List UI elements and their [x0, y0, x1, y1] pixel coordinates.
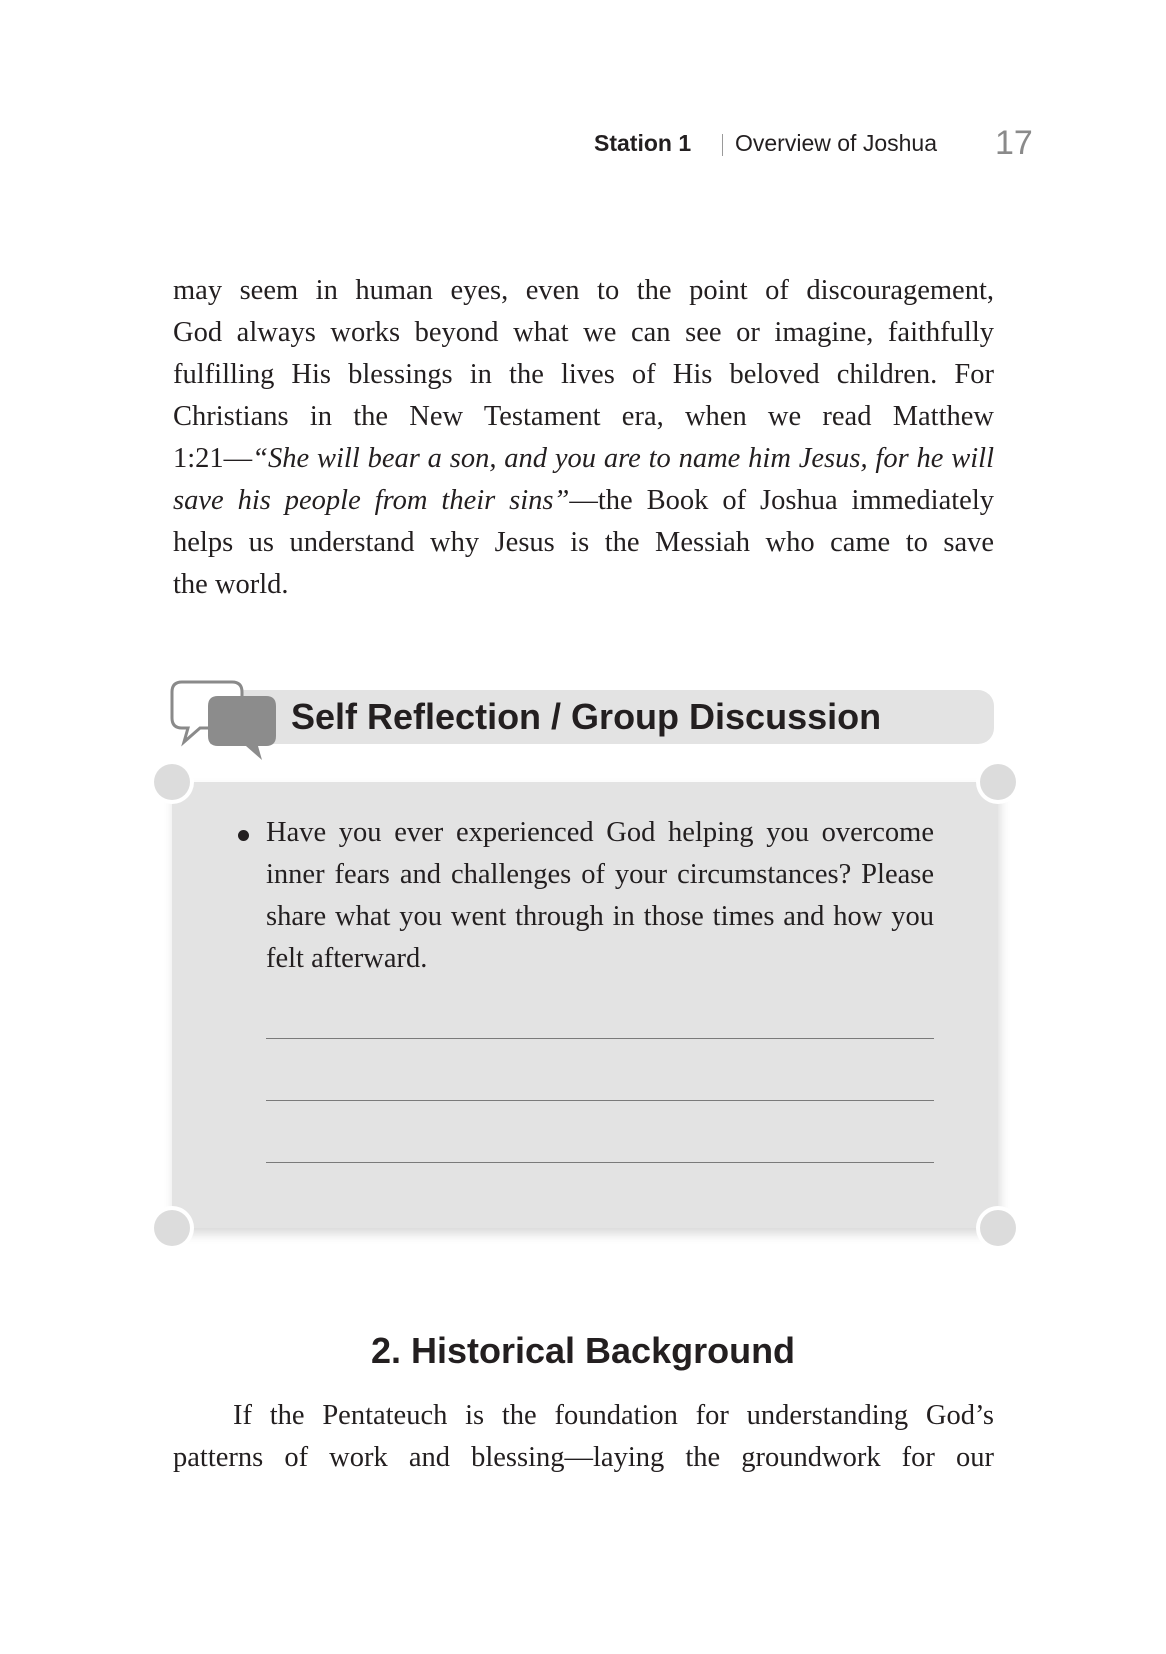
text-line: If the Pentateuch is the foundation for understanding God’s	[233, 1400, 994, 1431]
text-line	[173, 438, 994, 480]
station-label: Station 1	[594, 130, 692, 156]
answer-line[interactable]	[266, 1100, 934, 1101]
scripture-quote: “She will bear a son, and you are to name him Jesus, for he will	[252, 443, 994, 474]
answer-line[interactable]	[266, 1038, 934, 1039]
bullet-icon	[238, 830, 249, 841]
text-line: may seem in human eyes, even to the point of discouragement,	[173, 275, 994, 306]
discussion-question: Have you ever experienced God helping you overcome inner fears and challenges of your circumstances? Please share what you went through in those times and how you felt afterward.	[266, 817, 934, 974]
text-line: patterns of work and blessing—laying the groundwork for our	[173, 1442, 994, 1473]
divider	[722, 134, 723, 156]
running-head	[0, 124, 1166, 164]
text-line: God always works beyond what we can see or imagine, faithfully	[173, 317, 994, 348]
corner-dot	[154, 1210, 190, 1246]
section-paragraph	[173, 1395, 994, 1479]
corner-dot	[980, 1210, 1016, 1246]
page-number: 17	[995, 124, 1033, 162]
speech-bubbles-icon	[170, 680, 280, 760]
chapter-title: Overview of Joshua	[735, 130, 937, 156]
text-line: the world.	[173, 569, 289, 600]
scripture-quote: save his people from their sins”	[173, 485, 570, 516]
text-fragment: —the Book of Joshua immediately	[569, 485, 994, 516]
discussion-box	[172, 782, 998, 1228]
discussion-title: Self Reflection / Group Discussion	[291, 696, 882, 737]
text-line: helps us understand why Jesus is the Messiah who came to save	[173, 527, 994, 558]
text-line: fulfilling His blessings in the lives of His beloved children. For	[173, 359, 994, 390]
scripture-ref: 1:21—	[173, 443, 253, 474]
corner-dot	[980, 764, 1016, 800]
discussion-header	[170, 680, 994, 748]
section-heading: 2. Historical Background	[370, 1330, 796, 1371]
intro-paragraph	[173, 270, 994, 606]
answer-line[interactable]	[266, 1162, 934, 1163]
text-line: Christians in the New Testament era, when we read Matthew	[173, 401, 994, 432]
text-line	[173, 480, 994, 522]
corner-dot	[154, 764, 190, 800]
